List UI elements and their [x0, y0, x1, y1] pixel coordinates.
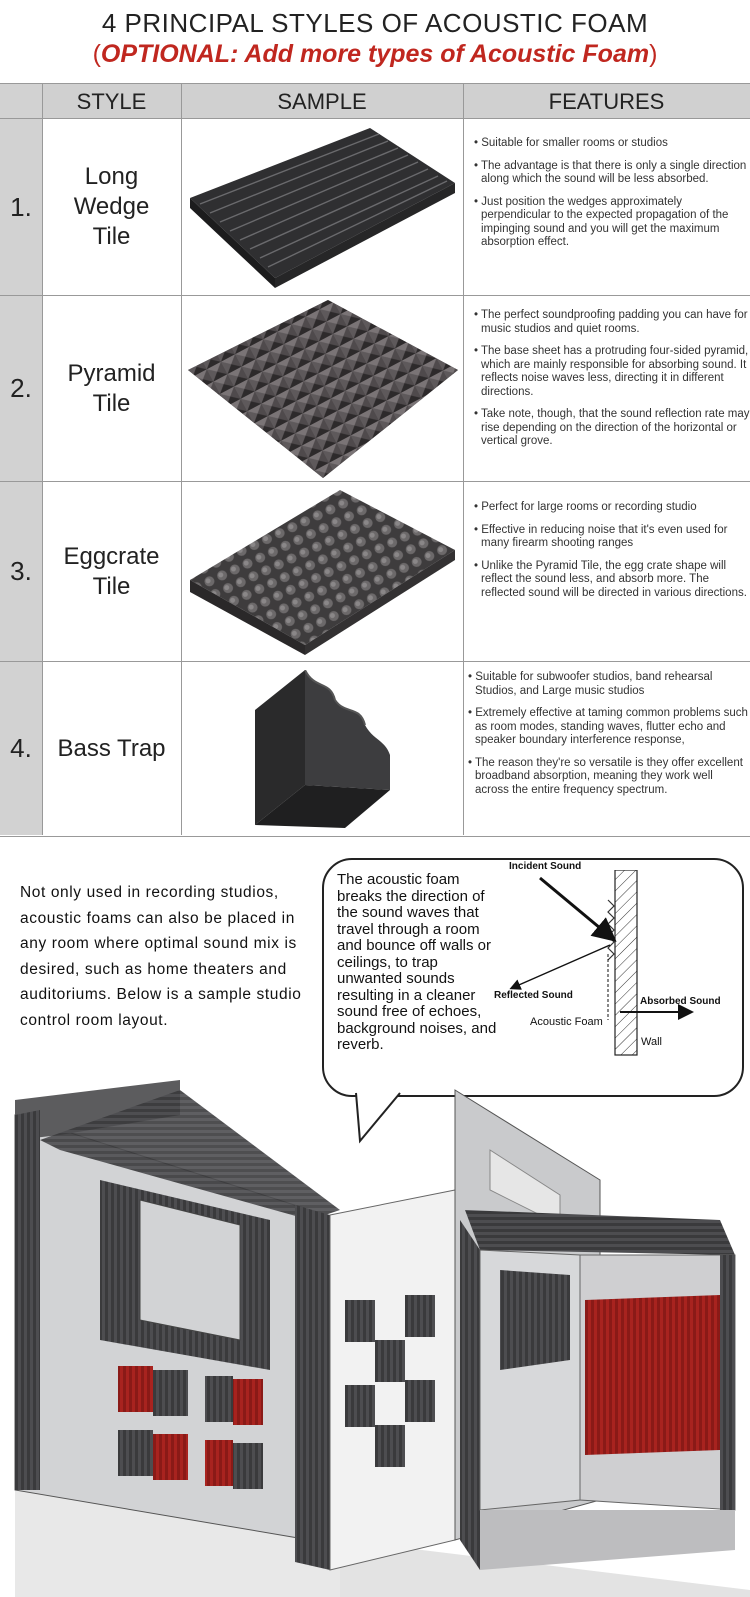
col-header-style: STYLE	[76, 89, 147, 114]
col-divider	[463, 84, 464, 835]
features-list	[472, 309, 750, 458]
bass-trap-sample-image	[245, 670, 395, 830]
style-name	[42, 482, 181, 661]
style-line: Eggcrate	[63, 542, 160, 570]
feature-item: • Suitable for subwoofer studios, band rehearsal Studios, and Large music studios	[466, 671, 748, 698]
label-wall: Wall	[641, 1036, 662, 1048]
style-line: Long	[84, 163, 139, 190]
bubble-text: The acoustic foam breaks the direction of the sound waves that travel through a room and bounce off walls or ceilings, to trap unwanted sounds resulting in a cleaner sound free of echoes, background noises, and reverb.	[337, 871, 497, 1053]
feature-item: • Perfect for large rooms or recording studio	[472, 501, 750, 515]
style-line: Wedge	[73, 193, 150, 220]
feature-item: • Unlike the Pyramid Tile, the egg crate shape will reflect the sound less, and absorb more. The reflected sound will be directed in various directions.	[472, 560, 750, 601]
page-subtitle	[0, 40, 750, 69]
feature-item: • Extremely effective at taming common problems such as room modes, standing waves, flutter echo and speaker boundary interference response,	[466, 707, 748, 748]
wedge-tile-sample-image	[190, 128, 455, 288]
row-number: 2.	[0, 296, 42, 481]
label-absorbed-sound: Absorbed Sound	[640, 996, 721, 1007]
row-number: 1.	[0, 119, 42, 295]
page-title: 4 PRINCIPAL STYLES OF ACOUSTIC FOAM	[101, 8, 649, 38]
eggcrate-tile-sample-image	[190, 490, 455, 655]
features-list	[472, 137, 750, 259]
label-acoustic-foam: Acoustic Foam	[530, 1016, 603, 1028]
style-line: Tile	[92, 572, 131, 600]
style-name	[42, 296, 181, 481]
row-number: 3.	[0, 482, 42, 661]
label-incident-sound: Incident Sound	[509, 861, 582, 872]
intro-paragraph: Not only used in recording studios, acoustic foams can also be placed in any room where optimal sound mix is desired, such as home theaters and auditoriums. Below is a sample studio control room layout.	[20, 884, 302, 1029]
features-list	[472, 501, 750, 609]
features-list	[466, 671, 748, 806]
style-name	[42, 662, 181, 835]
feature-item: • Effective in reducing noise that it's even used for many firearm shooting ranges	[472, 524, 750, 551]
feature-item: • The advantage is that there is only a single direction along which the sound will be less absorbed.	[472, 160, 750, 187]
col-header-sample: SAMPLE	[277, 89, 367, 114]
feature-item: • The perfect soundproofing padding you can have for music studios and quiet rooms.	[472, 309, 750, 336]
header-num-cell	[0, 84, 42, 118]
sound-absorption-diagram	[500, 870, 740, 1080]
subtitle-text: OPTIONAL: Add more types of Acoustic Foam	[100, 40, 650, 68]
feature-item: • The reason they're so versatile is they offer excellent broadband absorption, meaning they work well across the entire frequency spectrum.	[466, 757, 748, 798]
col-divider	[181, 84, 182, 835]
style-line: Pyramid	[67, 359, 156, 387]
pyramid-tile-sample-image	[188, 300, 458, 480]
col-header-features: FEATURES	[548, 89, 665, 114]
subtitle-close-paren: )	[649, 40, 658, 68]
label-reflected-sound: Reflected Sound	[494, 990, 573, 1001]
feature-item: • Suitable for smaller rooms or studios	[472, 137, 750, 151]
style-line: Tile	[92, 389, 131, 417]
style-line: Bass Trap	[57, 734, 166, 762]
feature-item: • The base sheet has a protruding four-sided pyramid, which are mainly responsible for absorbing sound. It reflects noise waves less, directing it in different directions.	[472, 345, 750, 399]
row-number: 4.	[0, 662, 42, 835]
feature-item: • Take note, though, that the sound reflection rate may rise depending on the direction of the horizontal or vertical grove.	[472, 408, 750, 449]
style-line: Tile	[92, 223, 131, 250]
studio-control-room-illustration	[0, 1070, 750, 1597]
subtitle-open-paren: (	[92, 40, 101, 68]
style-name	[42, 119, 181, 295]
feature-item: • Just position the wedges approximately perpendicular to the expected propagation of the impinging sound and you will get the maximum absorption effect.	[472, 196, 750, 250]
